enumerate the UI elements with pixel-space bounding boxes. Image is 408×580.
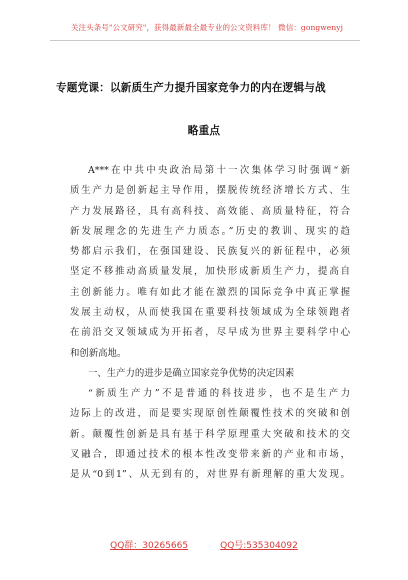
section-heading-text: 一、生产力的进步是确立国家竞争优势的决定因素 (88, 368, 295, 379)
document-title-line-2: 略重点 (187, 125, 221, 137)
paragraph-line: 主创新能力。唯有如此才能在激烈的国际竞争中真正掌握 (70, 286, 350, 298)
paragraph-line: 和创新高地。 (70, 347, 127, 359)
paragraph-line: 新。颠覆性创新是具有基于科学原理重大突破和技术的交 (70, 428, 350, 440)
header-divider (50, 40, 360, 41)
paragraph-line: “新质生产力”不是普通的科技进步，也不是生产力 (88, 388, 350, 399)
paragraph-intro (70, 161, 350, 364)
footer-qq-group: QQ群：30265665 (110, 541, 189, 551)
footer-contact (0, 538, 408, 551)
paragraph-line: 发展主动权，从而使我国在重要科技领域成为全球领跑者 (70, 307, 350, 319)
document-title-line-1: 专题党课：以新质生产力提升国家竞争力的内在逻辑与战 (56, 82, 326, 94)
paragraph-section-1 (70, 384, 350, 485)
header-notice: 关注头条号"公文研究"，获得最新最全最专业的公文资料库！ 微信：gongwenyj (70, 23, 344, 32)
paragraph-line: 新发展理念的先进生产力质态。”历史的教训、现实的趋 (70, 225, 350, 237)
paragraph-line: 叉融合，即通过技术的根本性改变带来新的产业和市场， (70, 448, 350, 460)
paragraph-line: 坚定不移推动高质量发展，加快形成新质生产力，提高自 (70, 266, 350, 278)
paragraph-line: 在前沿交叉领域成为开拓者，尽早成为世界主要科学中心 (70, 327, 350, 339)
paragraph-line: 势都启示我们，在强国建设、民族复兴的新征程中，必须 (70, 246, 350, 258)
section-heading (70, 364, 350, 384)
paragraph-line: 产力发展路径，具有高科技、高效能、高质量特征，符合 (70, 205, 350, 217)
paragraph-line: 边际上的改进，而是要实现原创性颠覆性技术的突破和创 (70, 408, 350, 420)
footer-qq-number: QQ号:535304092 (220, 541, 298, 551)
paragraph-line: A***在中共中央政治局第十一次集体学习时强调“新 (88, 165, 350, 176)
paragraph-line: 是从“0到1”、从无到有的，对世界有新理解的重大发现。 (70, 469, 350, 481)
paragraph-line: 质生产力是创新起主导作用，摆脱传统经济增长方式、生 (70, 185, 350, 197)
